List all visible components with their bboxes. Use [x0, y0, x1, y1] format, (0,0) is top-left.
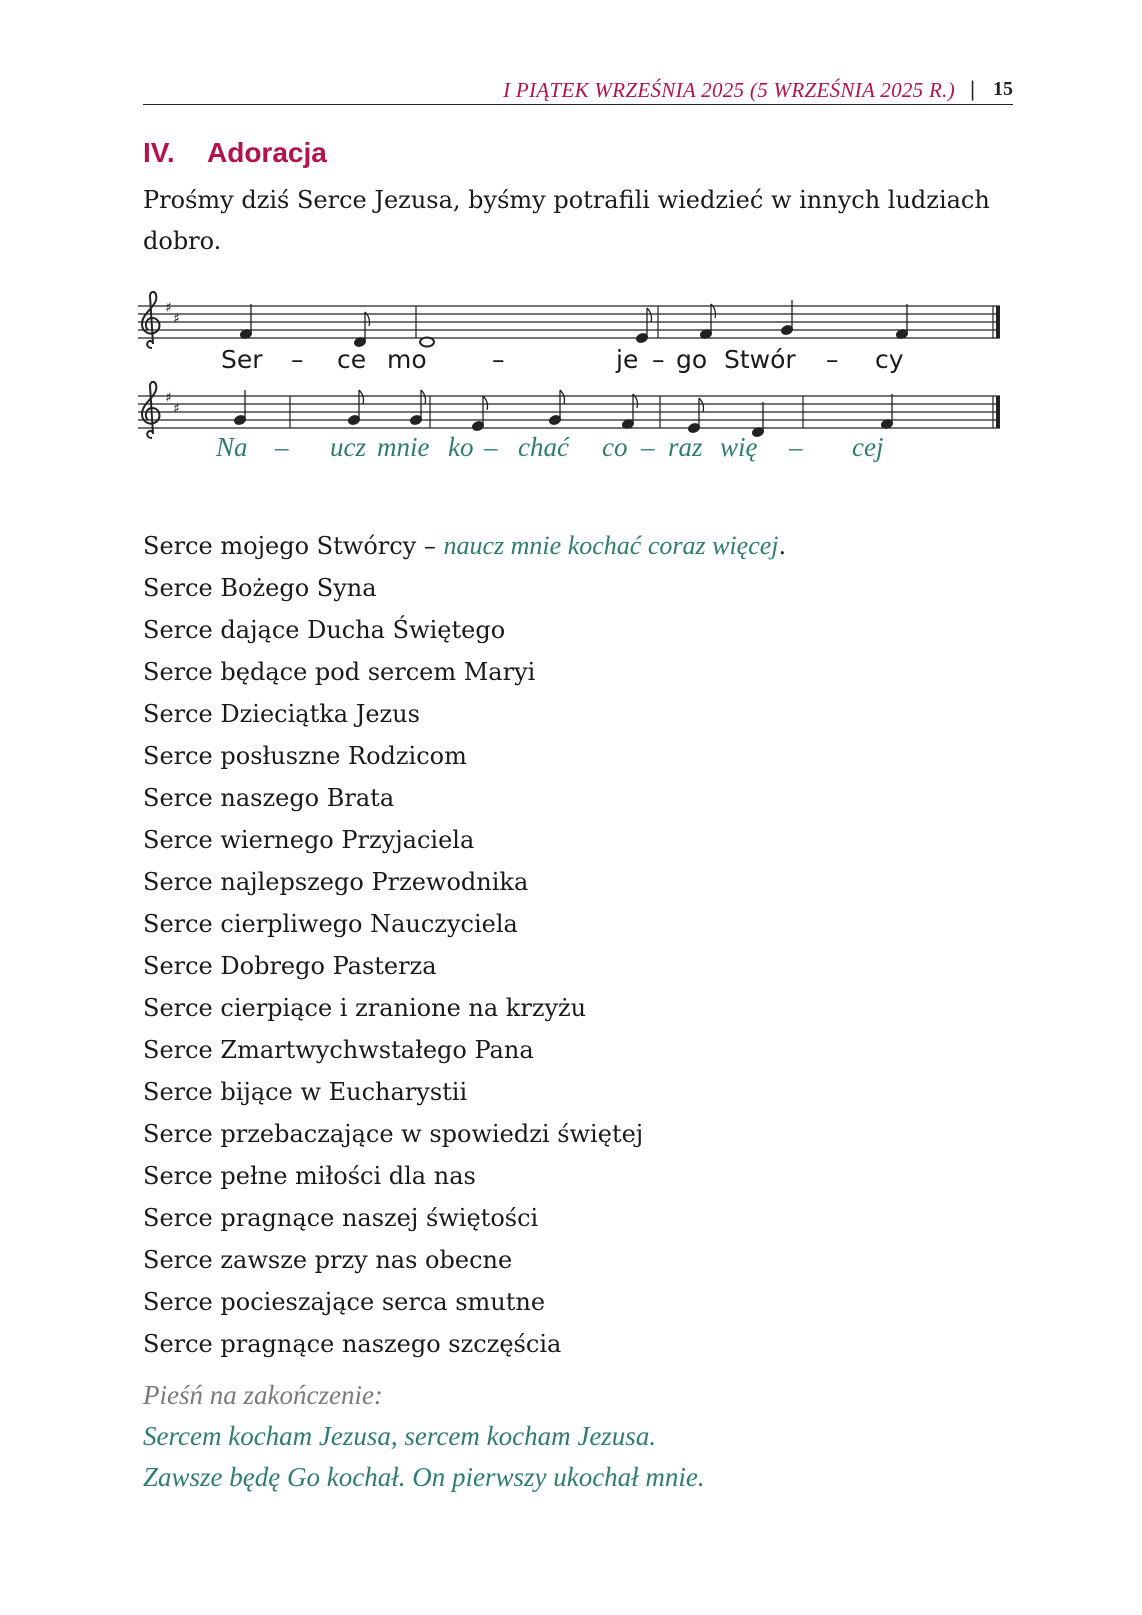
list-item: Serce przebaczające w spowiedzi świętej: [143, 1120, 644, 1148]
response-syllable: ucz: [330, 432, 366, 462]
intro-line-1: Prośmy dziś Serce Jezusa, byśmy potrafili wiedzieć w innych ludziach: [143, 186, 990, 214]
list-item: Serce Dzieciątka Jezus: [143, 700, 420, 728]
response-syllable: raz: [668, 432, 703, 462]
intro-line-2: dobro.: [143, 227, 222, 255]
response-syllable: Na: [216, 432, 248, 462]
response-syllable: mnie: [377, 432, 430, 462]
svg-text:♯: ♯: [165, 390, 172, 406]
list-item: Serce Bożego Syna: [143, 574, 377, 602]
lyric-syllable: cy: [875, 345, 904, 374]
closing-line-1: Sercem kocham Jezusa, sercem kocham Jezusa.: [143, 1421, 657, 1451]
list-item: Serce pragnące naszej świętości: [143, 1204, 539, 1232]
svg-text:♯: ♯: [173, 401, 180, 417]
header-title: I PIĄTEK WRZEŚNIA 2025 (5 WRZEŚNIA 2025 R.): [503, 78, 955, 102]
response-syllable: –: [641, 432, 655, 462]
list-item: Serce posłuszne Rodzicom: [143, 742, 467, 770]
list-item: Serce Dobrego Pasterza: [143, 952, 437, 980]
period: .: [778, 532, 787, 560]
lyric-syllable: –: [492, 345, 505, 374]
lyric-syllable: –: [291, 345, 304, 374]
response-syllable: –: [789, 432, 803, 462]
litany-response: naucz mnie kochać coraz więcej: [443, 531, 779, 560]
page-number: 15: [993, 78, 1013, 100]
list-item: Serce najlepszego Przewodnika: [143, 868, 529, 896]
list-item: Serce dające Ducha Świętego: [143, 616, 506, 644]
closing-song: [143, 1375, 705, 1498]
lyric-syllable: Stwór: [724, 345, 796, 374]
response-syllable: –: [484, 432, 498, 462]
response-syllable: ko: [448, 432, 474, 462]
list-item: Serce pocieszające serca smutne: [143, 1288, 546, 1316]
response-syllable: cej: [852, 432, 884, 462]
lyric-syllable: je: [616, 345, 639, 374]
treble-clef-icon: [142, 292, 159, 348]
closing-line-2: Zawsze będę Go kochał. On pierwszy ukochał mnie.: [143, 1462, 705, 1492]
section-title: Adoracja: [207, 137, 327, 168]
section-number: IV.: [143, 137, 175, 168]
lyric-syllable: Ser: [221, 345, 263, 374]
staff-1: [138, 306, 1000, 338]
svg-text:♯: ♯: [165, 300, 172, 316]
list-item: Serce będące pod sercem Maryi: [143, 658, 536, 686]
staff-2: [138, 396, 1000, 428]
list-item: Serce wiernego Przyjaciela: [143, 826, 475, 854]
list-item: Serce Zmartwychwstałego Pana: [143, 1036, 534, 1064]
lyric-syllable: mo: [387, 345, 427, 374]
list-item: Serce cierpliwego Nauczyciela: [143, 910, 518, 938]
list-item: Serce zawsze przy nas obecne: [143, 1246, 513, 1274]
response-syllable: chać: [518, 432, 569, 462]
litany-first-line: [143, 525, 786, 567]
header-separator: |: [970, 76, 975, 101]
list-item: Serce pragnące naszego szczęścia: [143, 1330, 562, 1358]
response-syllable: –: [275, 432, 289, 462]
litany: [143, 525, 786, 1365]
music-notation: [0, 0, 1142, 500]
svg-text:♯: ♯: [173, 311, 180, 327]
list-item: Serce cierpiące i zranione na krzyżu: [143, 994, 587, 1022]
response-syllable: wię: [720, 432, 758, 462]
lyric-syllable: –: [652, 345, 665, 374]
sharp-icon: [165, 300, 180, 417]
invocation: Serce mojego Stwórcy: [143, 532, 417, 560]
lyric-syllable: go: [676, 345, 708, 374]
dash: –: [416, 532, 444, 560]
treble-clef-icon: [142, 382, 159, 438]
lyric-syllable: –: [826, 345, 839, 374]
closing-label: Pieśń na zakończenie:: [143, 1380, 383, 1410]
list-item: Serce pełne miłości dla nas: [143, 1162, 476, 1190]
list-item: Serce bijące w Eucharystii: [143, 1078, 468, 1106]
response-syllable: co: [602, 432, 628, 462]
lyric-syllable: ce: [337, 345, 367, 374]
list-item: Serce naszego Brata: [143, 784, 395, 812]
